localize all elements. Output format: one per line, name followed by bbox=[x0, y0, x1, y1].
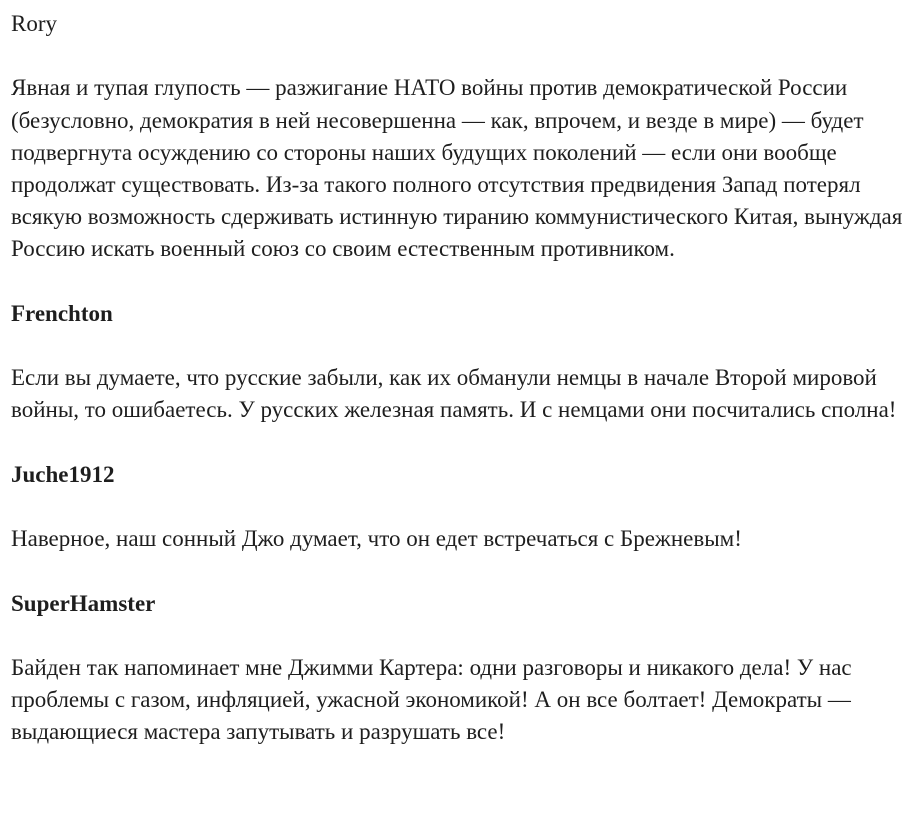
comment-author: Juche1912 bbox=[11, 461, 115, 487]
comment-text: Если вы думаете, что русские забыли, как их обманули немцы в начале Второй мировой войны, то ошибаетесь. У русских железная память. И с немцами они посчитались сполна! bbox=[11, 365, 897, 423]
comment-author: Frenchton bbox=[11, 300, 113, 326]
comment-frenchton bbox=[11, 298, 911, 427]
comment-juche1912 bbox=[11, 459, 911, 556]
comment-rory bbox=[11, 8, 911, 266]
comments-page bbox=[11, 8, 911, 749]
comment-author: Rory bbox=[11, 11, 57, 36]
comment-text: Наверное, наш сонный Джо думает, что он едет встречаться с Брежневым! bbox=[11, 526, 742, 552]
comment-text: Байден так напоминает мне Джимми Картера: одни разговоры и никакого дела! У нас проблемы с газом, инфляцией, ужасной экономикой! А он все болтает! Демократы — выдающиеся мастера запутывать и разрушать все! bbox=[11, 654, 852, 745]
comment-superhamster bbox=[11, 588, 911, 749]
comment-author: SuperHamster bbox=[11, 590, 156, 616]
comment-text: Явная и тупая глупость — разжигание НАТО войны против демократической России (безусловно, демократия в ней несовершенна — как, впрочем, и везде в мире) — будет подвергнута осуждению со стороны наших будущих поколений — если они вообще продолжат существовать. Из-за такого полного отсутствия предвидения Запад потерял всякую возможность сдерживать истинную тиранию коммунистического Китая, вынуждая Россию искать военный союз со своим естественным противником. bbox=[11, 75, 903, 262]
